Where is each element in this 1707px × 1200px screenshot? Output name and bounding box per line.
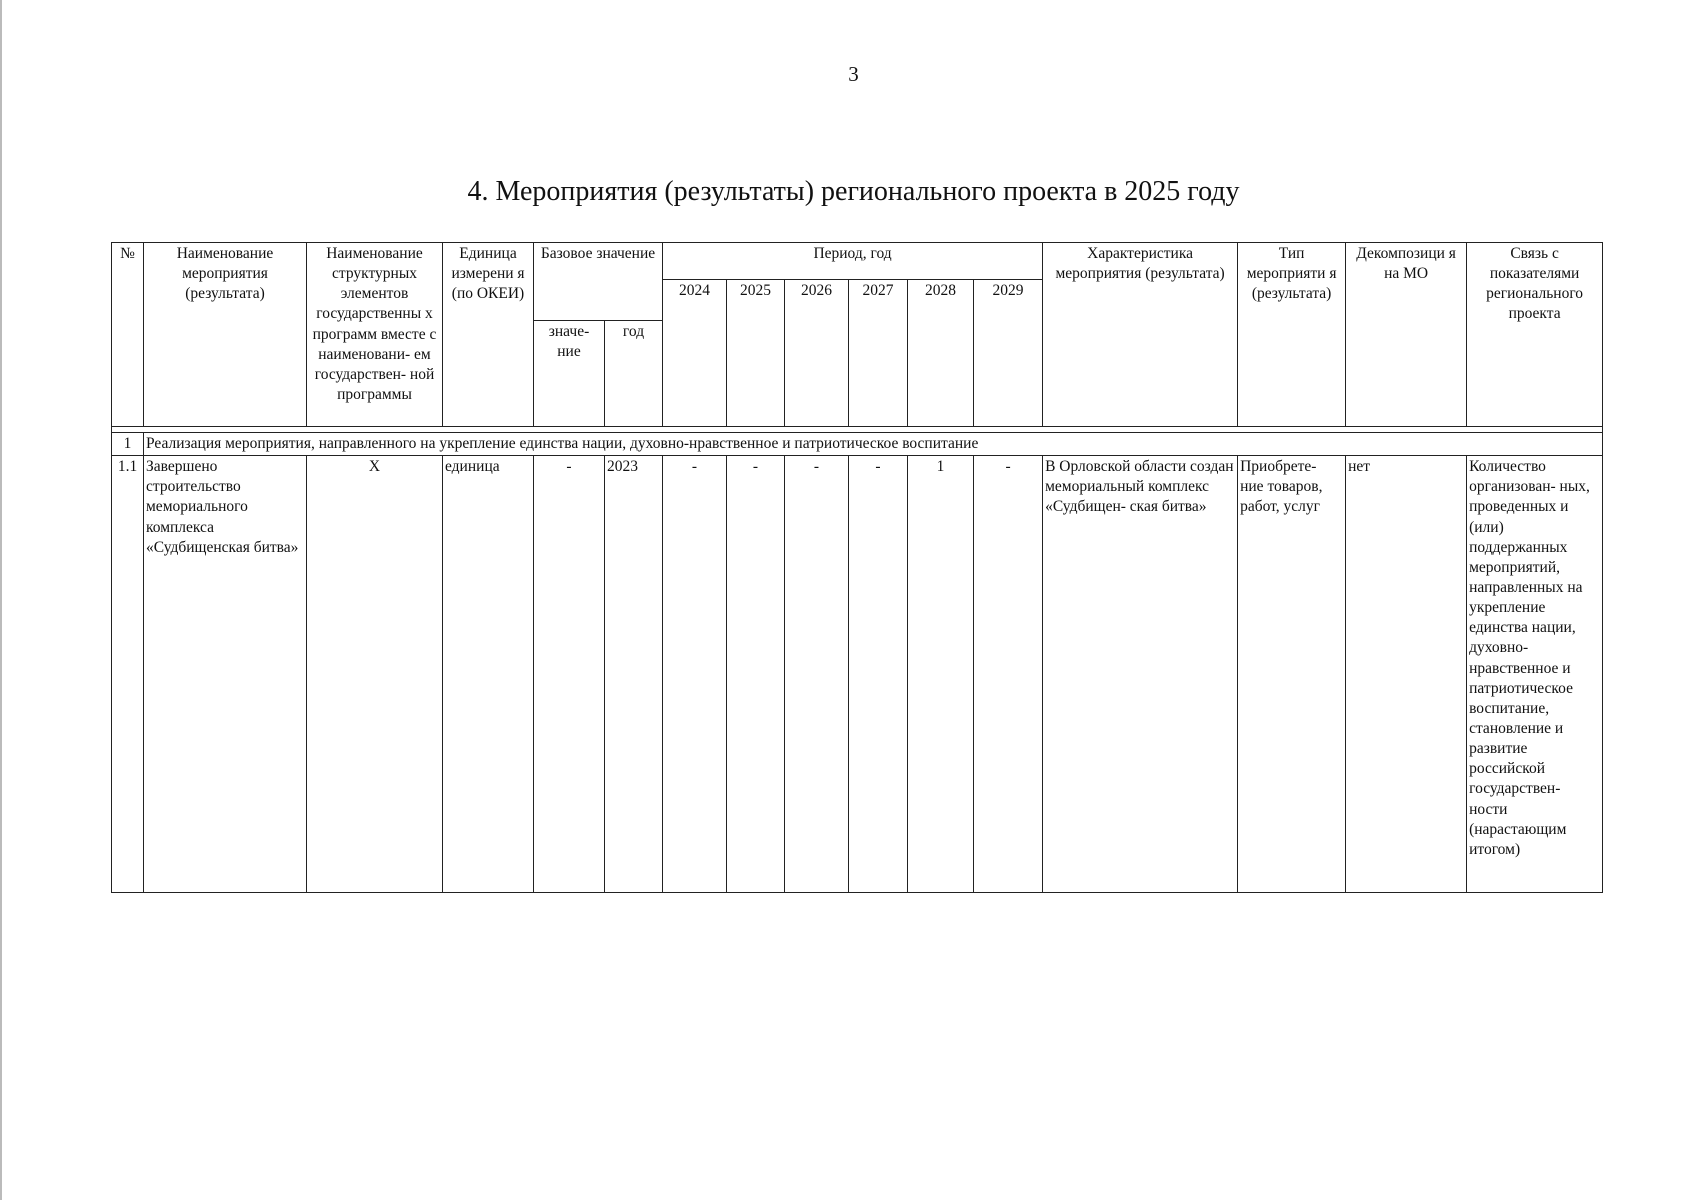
row-year-2029: - <box>974 456 1043 893</box>
row-decomposition: нет <box>1346 456 1467 893</box>
header-unit: Единица измерени я (по ОКЕИ) <box>443 243 534 427</box>
header-year-2027: 2027 <box>849 280 908 427</box>
row-year-2025: - <box>727 456 785 893</box>
row-num: 1.1 <box>112 456 144 893</box>
header-name: Наименование мероприятия (результата) <box>144 243 307 427</box>
row-characteristic: В Орловской области создан мемориальный комплекс «Судбищен- ская битва» <box>1043 456 1238 893</box>
header-row-1 <box>112 243 1603 280</box>
row-structural: X <box>307 456 443 893</box>
header-year-2024: 2024 <box>663 280 727 427</box>
row-type: Приобрете- ние товаров, работ, услуг <box>1238 456 1346 893</box>
row-base-value: - <box>534 456 605 893</box>
header-year-2026: 2026 <box>785 280 849 427</box>
row-name: Завершено строительство мемориального комплекса «Судбищенская битва» <box>144 456 307 893</box>
section-row <box>112 433 1603 456</box>
header-base-value: значе- ние <box>534 321 605 427</box>
header-base: Базовое значение <box>534 243 663 321</box>
header-base-year: год <box>605 321 663 427</box>
header-type: Тип мероприяти я (результата) <box>1238 243 1346 427</box>
events-table <box>111 242 1603 893</box>
row-year-2026: - <box>785 456 849 893</box>
row-year-2028: 1 <box>908 456 974 893</box>
page-title: 4. Мероприятия (результаты) регионального проекта в 2025 году <box>467 176 1240 207</box>
row-year-2024: - <box>663 456 727 893</box>
header-num: № <box>112 243 144 427</box>
row-unit: единица <box>443 456 534 893</box>
header-structural: Наименование структурных элементов государственны х программ вместе с наименовани- ем государствен- ной программы <box>307 243 443 427</box>
header-year-2028: 2028 <box>908 280 974 427</box>
header-year-2029: 2029 <box>974 280 1043 427</box>
header-characteristic: Характеристика мероприятия (результата) <box>1043 243 1238 427</box>
section-num: 1 <box>112 433 144 456</box>
header-decomposition: Декомпозици я на МО <box>1346 243 1467 427</box>
row-link: Количество организован- ных, проведенных и (или) поддержанных мероприятий, направленных на укрепление единства нации, духовно- нравственное и патриотическое воспитание, становление и развитие российской государствен- ности (нарастающим итогом) <box>1467 456 1603 893</box>
row-year-2027: - <box>849 456 908 893</box>
header-year-2025: 2025 <box>727 280 785 427</box>
table-row <box>112 456 1603 893</box>
header-period: Период, год <box>663 243 1043 280</box>
row-base-year: 2023 <box>605 456 663 893</box>
header-link: Связь с показателями регионального проекта <box>1467 243 1603 427</box>
section-title: Реализация мероприятия, направленного на укрепление единства нации, духовно-нравственное и патриотическое воспитание <box>144 433 1603 456</box>
page-number: 3 <box>848 62 859 86</box>
